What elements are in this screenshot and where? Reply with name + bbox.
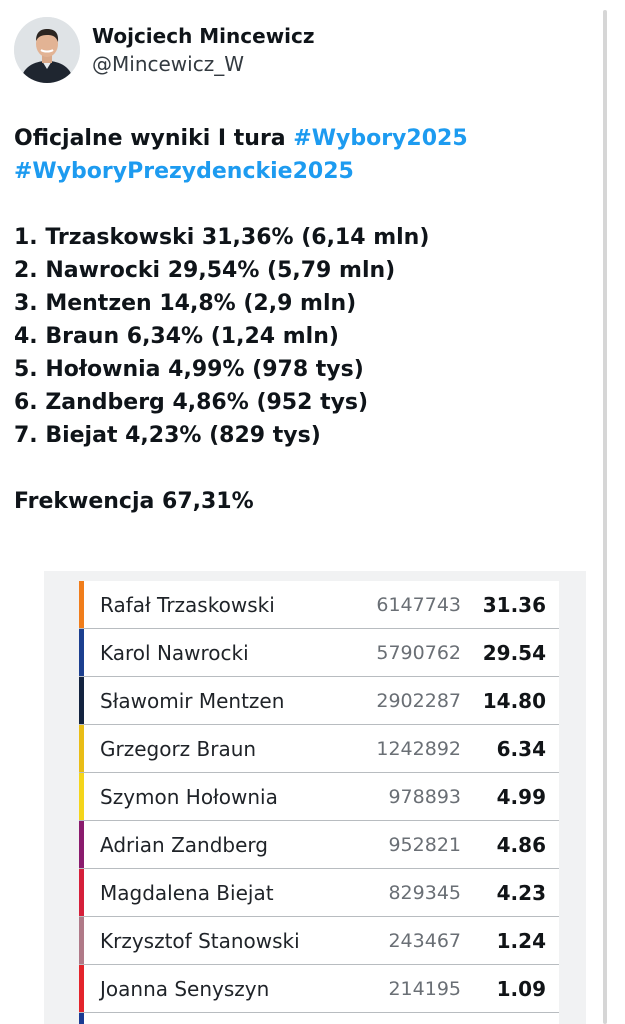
candidate-votes: 6147743	[376, 593, 461, 616]
table-row	[79, 725, 559, 773]
candidate-name: Rafał Trzaskowski	[100, 592, 275, 617]
candidate-percent: 6.34	[496, 736, 546, 761]
avatar[interactable]	[14, 17, 80, 83]
author-handle[interactable]: @Mincewicz_W	[92, 52, 244, 76]
candidate-percent: 29.54	[482, 640, 546, 665]
candidate-name: Karol Nawrocki	[100, 640, 249, 665]
results-table	[79, 581, 559, 1024]
results-table-image[interactable]	[44, 571, 586, 1024]
candidate-name: Sławomir Mentzen	[100, 688, 285, 713]
turnout-line: Frekwencja 67,31%	[14, 489, 254, 514]
hashtag-wybory-prezydenckie2025[interactable]: #WyboryPrezydenckie2025	[14, 159, 354, 184]
candidate-percent: 1.09	[496, 976, 546, 1001]
candidate-percent: 4.86	[496, 832, 546, 857]
result-line-2: 2. Nawrocki 29,54% (5,79 mln)	[14, 258, 396, 283]
candidate-percent: 4.23	[496, 880, 546, 905]
candidate-votes: 978893	[388, 785, 461, 808]
candidate-color-bar	[79, 629, 84, 676]
candidate-percent: 14.80	[482, 688, 546, 713]
candidate-percent: 4.99	[496, 784, 546, 809]
candidate-color-bar	[79, 677, 84, 724]
candidate-name: Krzysztof Stanowski	[100, 928, 300, 953]
candidate-name: Magdalena Biejat	[100, 880, 274, 905]
table-row	[79, 965, 559, 1013]
candidate-color-bar	[79, 965, 84, 1012]
table-row	[79, 629, 559, 677]
table-row-partial	[79, 1013, 559, 1024]
candidate-votes: 214195	[388, 977, 461, 1000]
candidate-color-bar	[79, 581, 84, 628]
candidate-votes: 2902287	[376, 689, 461, 712]
candidate-name: Grzegorz Braun	[100, 736, 257, 761]
table-row	[79, 821, 559, 869]
candidate-name: Joanna Senyszyn	[100, 976, 270, 1001]
page-scrollbar[interactable]	[603, 10, 607, 1024]
tweet-author-header	[14, 16, 315, 84]
candidate-name: Szymon Hołownia	[100, 784, 278, 809]
author-display-name[interactable]: Wojciech Mincewicz	[92, 24, 315, 48]
candidate-name: Adrian Zandberg	[100, 832, 268, 857]
candidate-votes: 829345	[388, 881, 461, 904]
candidate-votes: 5790762	[376, 641, 461, 664]
candidate-color-bar	[79, 773, 84, 820]
candidate-color-bar	[79, 725, 84, 772]
candidate-votes: 243467	[388, 929, 461, 952]
candidate-votes: 1242892	[376, 737, 461, 760]
result-line-6: 6. Zandberg 4,86% (952 tys)	[14, 390, 369, 415]
table-row	[79, 869, 559, 917]
candidate-color-bar	[79, 1013, 84, 1024]
user-avatar-icon	[14, 17, 80, 83]
result-line-7: 7. Biejat 4,23% (829 tys)	[14, 423, 321, 448]
table-row	[79, 677, 559, 725]
table-row	[79, 581, 559, 629]
tweet-text	[14, 122, 599, 518]
result-line-1: 1. Trzaskowski 31,36% (6,14 mln)	[14, 225, 430, 250]
tweet-title: Oficjalne wyniki I tura	[14, 126, 294, 151]
candidate-votes: 952821	[388, 833, 461, 856]
tweet-title-line	[14, 122, 599, 155]
result-line-3: 3. Mentzen 14,8% (2,9 mln)	[14, 291, 357, 316]
result-line-4: 4. Braun 6,34% (1,24 mln)	[14, 324, 339, 349]
candidate-percent: 1.24	[496, 928, 546, 953]
table-row	[79, 917, 559, 965]
table-row	[79, 773, 559, 821]
candidate-color-bar	[79, 917, 84, 964]
hashtag-wybory2025[interactable]: #Wybory2025	[293, 126, 468, 151]
tweet-hashtag-line	[14, 155, 599, 188]
candidate-percent: 31.36	[482, 592, 546, 617]
candidate-color-bar	[79, 869, 84, 916]
result-line-5: 5. Hołownia 4,99% (978 tys)	[14, 357, 364, 382]
candidate-color-bar	[79, 821, 84, 868]
